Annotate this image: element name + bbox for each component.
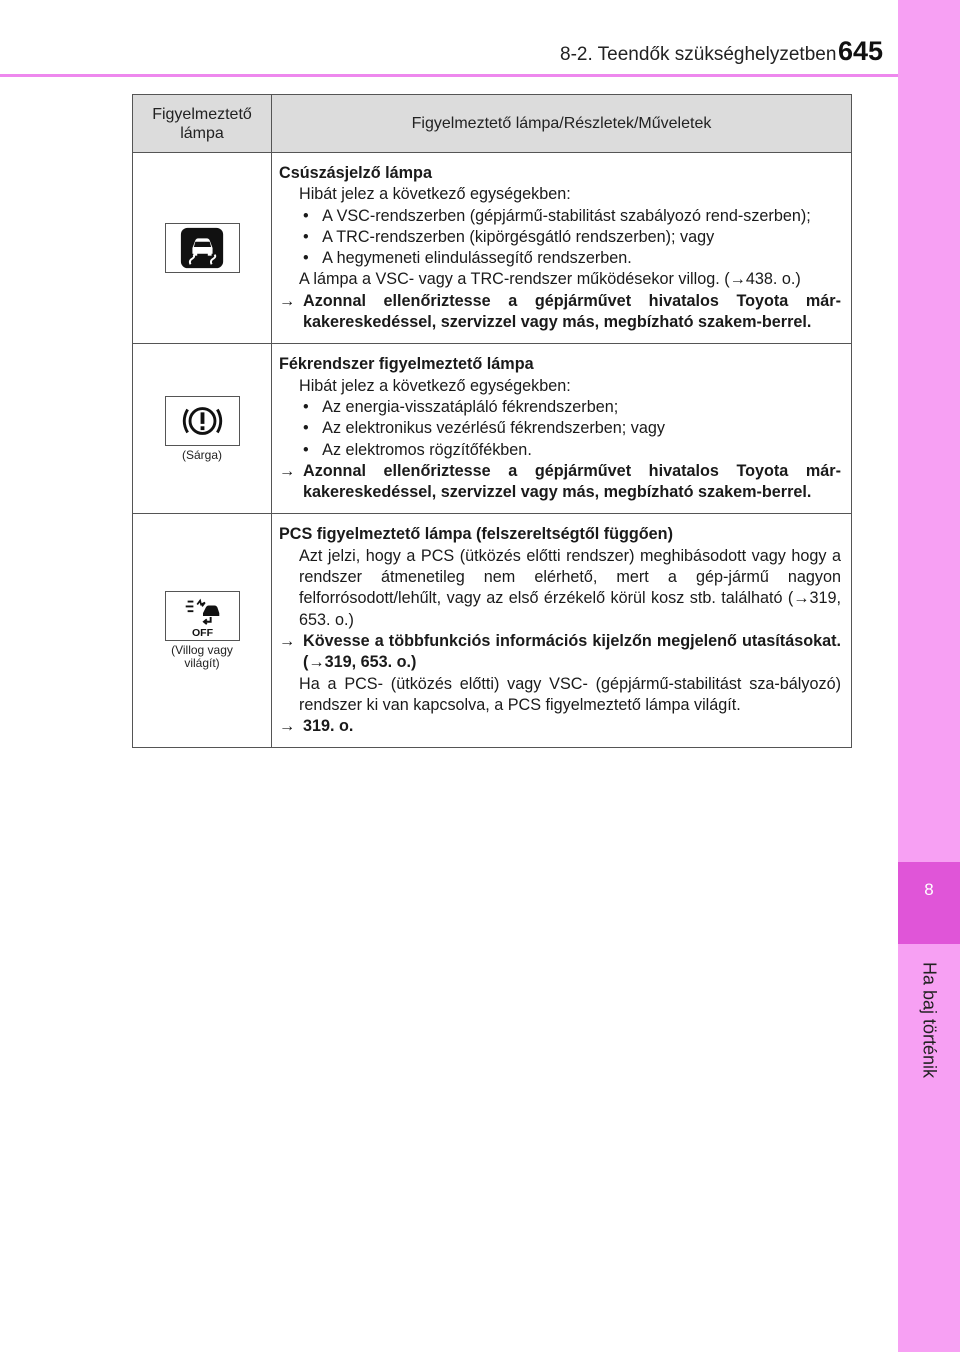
icon-off-label: OFF [191, 627, 213, 640]
arrow-icon: → [279, 461, 296, 480]
lamp-description: Ha a PCS- (ütközés előtti) vagy VSC- (gépjármű-stabilitást sza-bályozó) rendszer ki van kapcsolva, a PCS figyelmeztető lámpa világít. [299, 674, 841, 714]
lamp-action: → Azonnal ellenőriztesse a gépjárművet hivatalos Toyota már-kakereskedéssel, szervizzel vagy más, megbízható szakem-berrel. [279, 291, 841, 332]
lamp-title: PCS figyelmeztető lámpa (felszereltségtől függően) [279, 525, 673, 544]
table-row [133, 153, 852, 344]
lamp-caption: (Villog vagy világít) [171, 643, 233, 671]
list-item: • A TRC-rendszerben (kipörgésgátló rendszerben); vagy [303, 227, 715, 246]
lamp-title: Csúszásjelző lámpa [279, 164, 432, 182]
chapter-tab [898, 862, 960, 944]
arrow-icon: → [279, 717, 296, 736]
table-row [133, 514, 852, 748]
lamp-action: → Azonnal ellenőriztesse a gépjárművet hivatalos Toyota már-kakereskedéssel, szervizzel vagy más, megbízható szakem-berrel. [279, 461, 841, 502]
pcs-warning-off-icon [165, 591, 240, 641]
list-item: • A hegymeneti elindulássegítő rendszerben. [303, 249, 632, 268]
warning-lamp-table [132, 94, 852, 748]
list-item: • Az elektronikus vezérlésű fékrendszerben; vagy [303, 419, 665, 438]
list-item: • Az elektromos rögzítőfékben. [303, 440, 532, 459]
chapter-label: Ha baj történik [919, 961, 940, 1079]
arrow-icon: → [279, 631, 296, 650]
lamp-description: Azt jelzi, hogy a PCS (ütközés előtti rendszer) meghibásodott vagy hogy a rendszer átmenetileg nem elérhető, mert a gép-jármű nagyon felforrósodott/lehűlt, vagy az első érzékelő körül kosz stb. található (→319, 653. o.) [299, 546, 841, 629]
list-item: • A VSC-rendszerben (gépjármű-stabilitást szabályozó rend-szerben); [303, 206, 811, 225]
lamp-note: A lámpa a VSC- vagy a TRC-rendszer működésekor villog. (→438. o.) [299, 270, 801, 289]
lamp-action: → 319. o. [279, 716, 841, 737]
chapter-side-strip [898, 0, 960, 1352]
table-header-row [133, 95, 852, 153]
lamp-intro: Hibát jelez a következő egységekben: [299, 185, 571, 204]
lamp-icon-cell [133, 153, 272, 344]
header-divider [0, 74, 898, 77]
chapter-number: 8 [924, 880, 934, 899]
column-header-details: Figyelmeztető lámpa/Részletek/Műveletek [272, 95, 852, 153]
lamp-title: Fékrendszer figyelmeztető lámpa [279, 355, 534, 374]
list-item: • Az energia-visszatápláló fékrendszerben; [303, 397, 619, 416]
lamp-icon-cell [133, 344, 272, 514]
lamp-details-cell [272, 514, 852, 748]
lamp-details-cell [272, 153, 852, 344]
page-number: 645 [838, 36, 884, 66]
lamp-intro: Hibát jelez a következő egységekben: [299, 376, 571, 395]
table-row [133, 344, 852, 514]
column-header-lamp: Figyelmeztető lámpa [133, 95, 272, 153]
lamp-details-cell [272, 344, 852, 514]
arrow-icon: → [279, 291, 296, 310]
section-title: 8-2. Teendők szükséghelyzetben [560, 44, 837, 65]
lamp-icon-cell [133, 514, 272, 748]
lamp-action: → Kövesse a többfunkciós információs kijelzőn megjelenő utasításokat. (→319, 653. o.) [279, 631, 841, 672]
brake-warning-icon [165, 396, 240, 446]
lamp-caption: (Sárga) [181, 447, 222, 462]
slip-indicator-icon [165, 223, 240, 273]
